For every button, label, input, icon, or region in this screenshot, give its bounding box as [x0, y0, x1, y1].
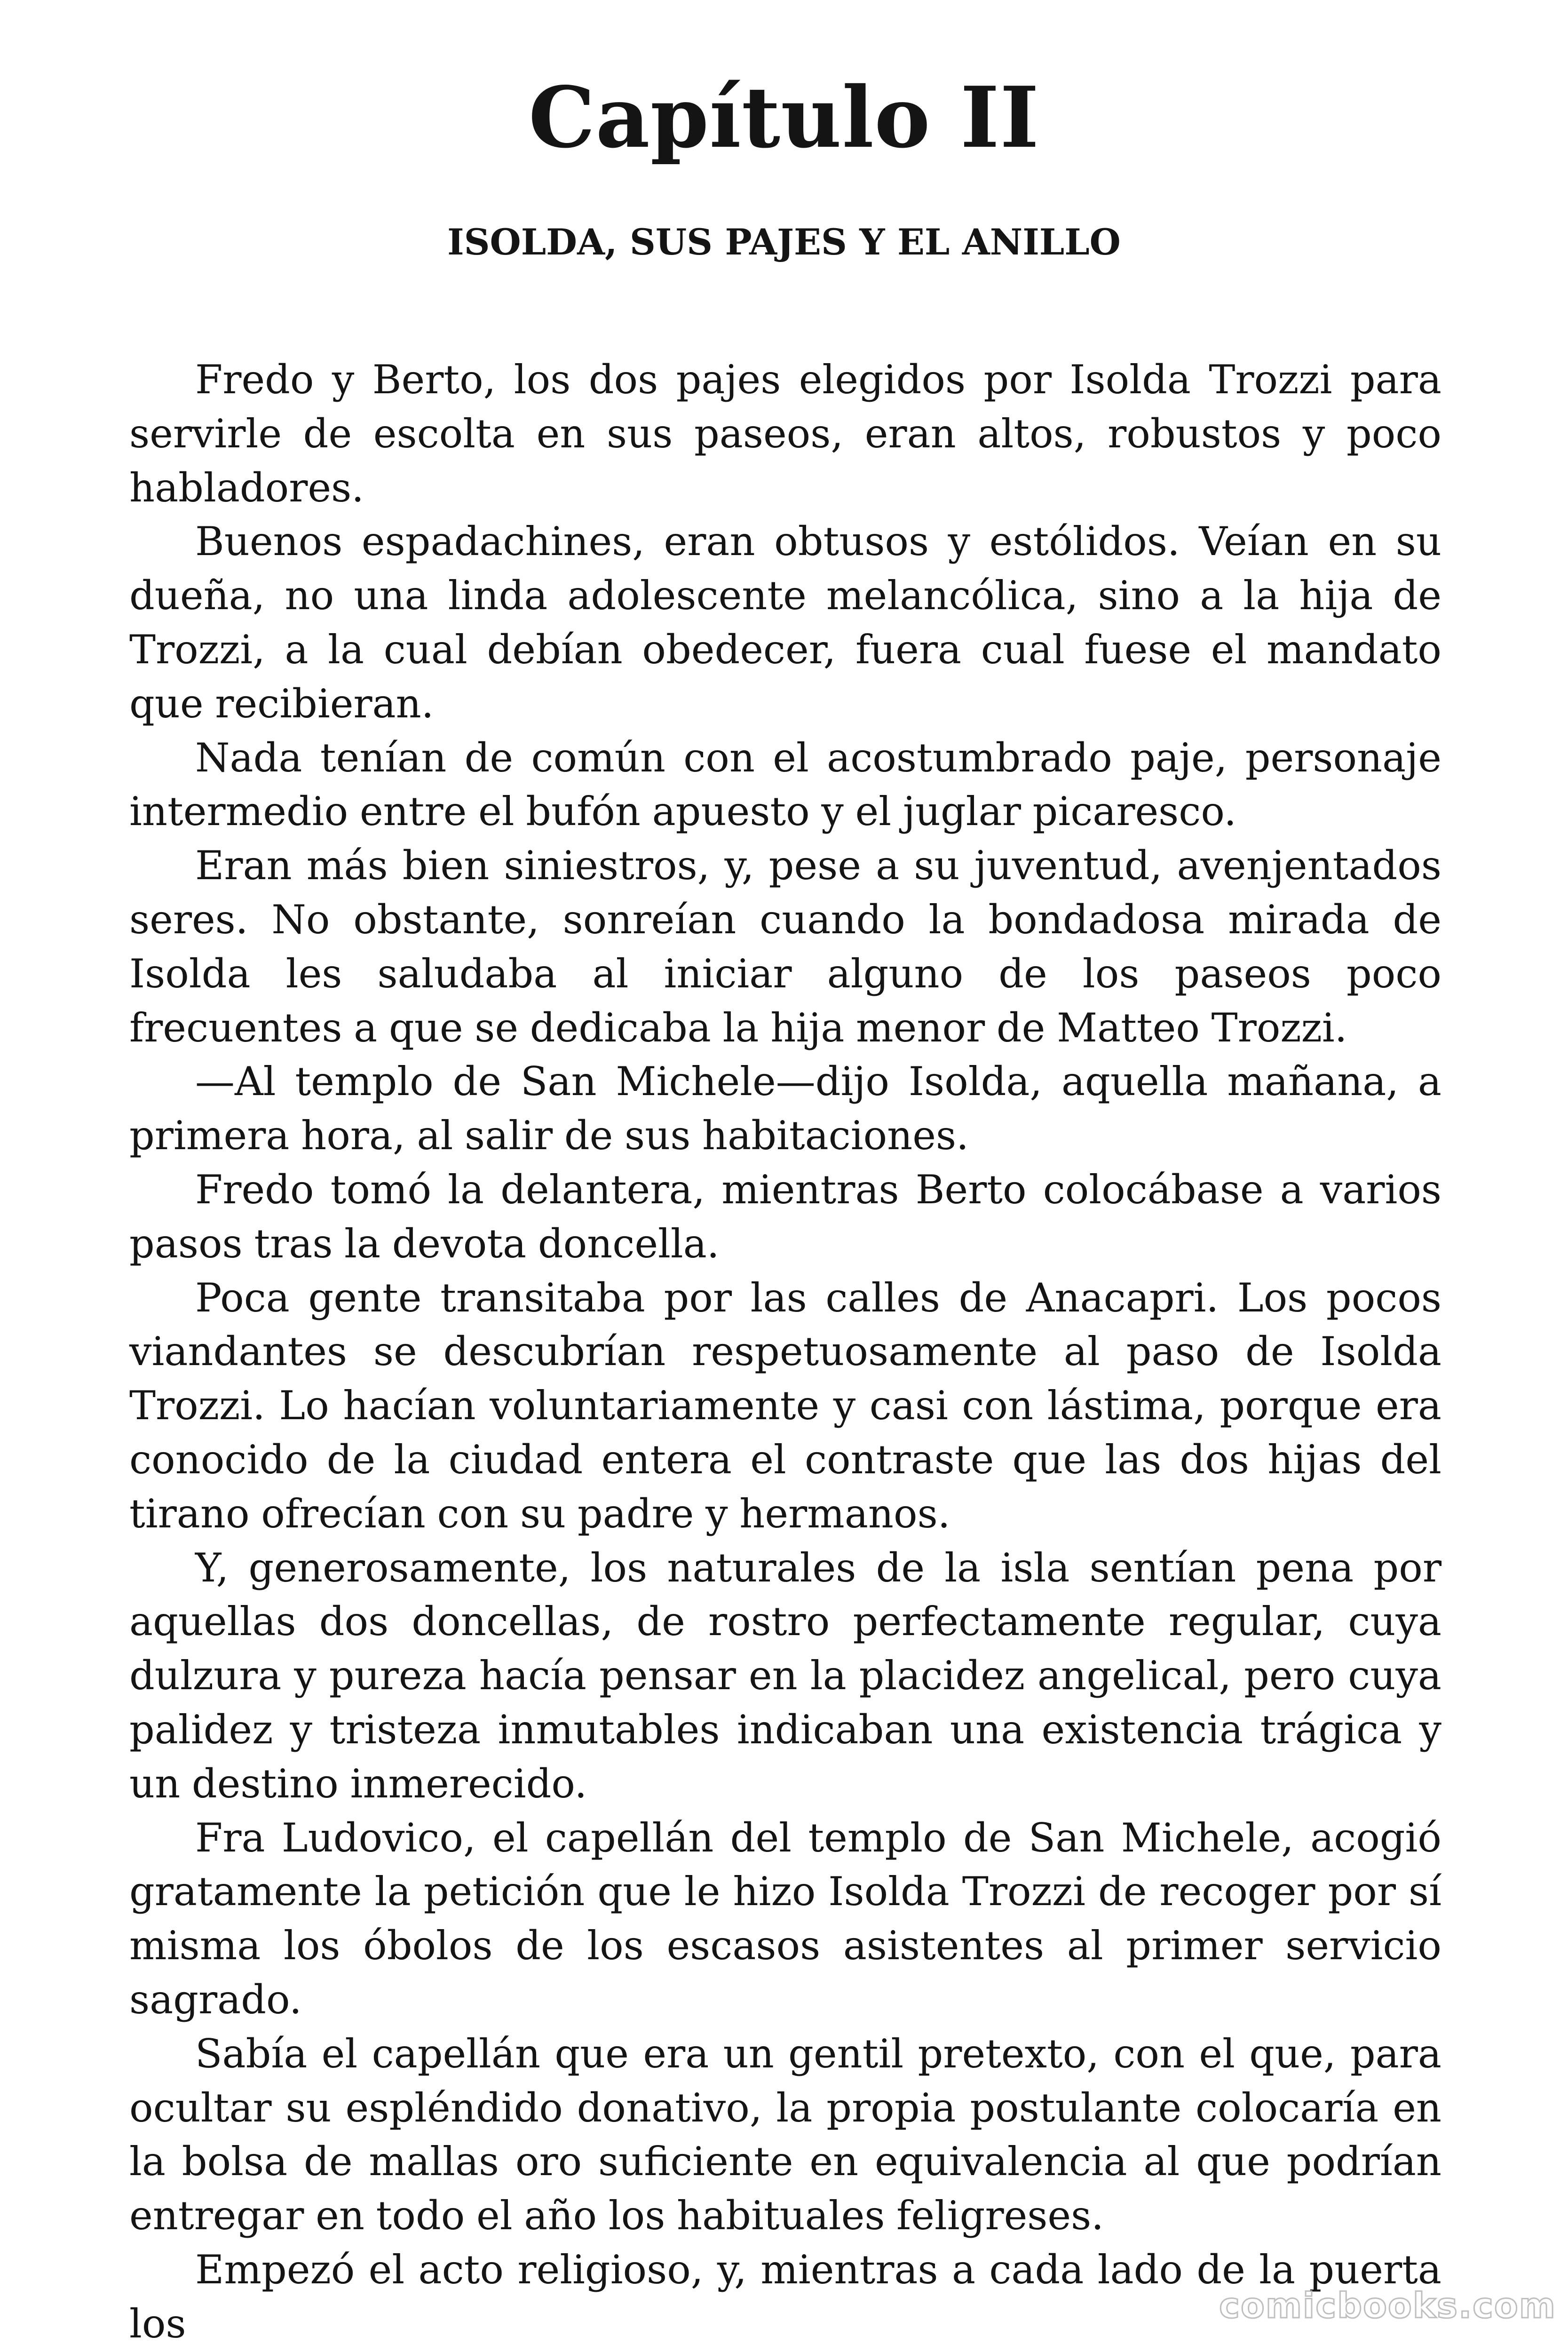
paragraph: —Al templo de San Michele—dijo Isolda, aquella mañana, a primera hora, al salir de sus habitaciones. [129, 1058, 1441, 1159]
chapter-subtitle: ISOLDA, SUS PAJES Y EL ANILLO [447, 221, 1121, 263]
paragraph: Nada tenían de común con el acostumbrado paje, personaje intermedio entre el bufón apuesto y el juglar picaresco. [129, 734, 1441, 835]
watermark-text: comicbooks.com [1219, 2286, 1556, 2326]
paragraph: Empezó el acto religioso, y, mientras a cada lado de la puerta los [129, 2246, 1441, 2347]
paragraph: Y, generosamente, los naturales de la isla sentían pena por aquellas dos doncellas, de rostro perfectamente regular, cuya dulzura y pureza hacía pensar en la placidez angelical, pero cuya palidez y tristeza inmutables indicaban una existencia trágica y un destino inmerecido. [129, 1544, 1441, 1807]
paragraph: Fra Ludovico, el capellán del templo de San Michele, acogió gratamente la petición que le hizo Isolda Trozzi de recoger por sí misma los óbolos de los escasos asistentes al primer servicio sagrado. [129, 1814, 1441, 2023]
paragraph: Poca gente transitaba por las calles de Anacapri. Los pocos viandantes se descubrían respetuosamente al paso de Isolda Trozzi. Lo hacían voluntariamente y casi con lástima, porque era conocido de la ciudad entera el contraste que las dos hijas del tirano ofrecían con su padre y hermanos. [129, 1274, 1441, 1537]
paragraph: Fredo tomó la delantera, mientras Berto colocábase a varios pasos tras la devota doncella. [129, 1166, 1441, 1267]
paragraph: Sabía el capellán que era un gentil pretexto, con el que, para ocultar su espléndido donativo, la propia postulante colocaría en la bolsa de mallas oro suficiente en equivalencia al que podrían entregar en todo el año los habituales feligreses. [129, 2030, 1441, 2239]
paragraph: Buenos espadachines, eran obtusos y estólidos. Veían en su dueña, no una linda adolescente melancólica, sino a la hija de Trozzi, a la cual debían obedecer, fuera cual fuese el mandato que recibieran. [129, 518, 1441, 727]
chapter-title: Capítulo II [528, 68, 1040, 167]
paragraph: Eran más bien siniestros, y, pese a su juventud, avenjentados seres. No obstante, sonreían cuando la bondadosa mirada de Isolda les saludaba al iniciar alguno de los paseos poco frecuentes a que se dedicaba la hija menor de Matteo Trozzi. [129, 842, 1441, 1051]
paragraph: Fredo y Berto, los dos pajes elegidos por Isolda Trozzi para servirle de escolta en sus paseos, eran altos, robustos y poco habladores. [129, 357, 1441, 511]
